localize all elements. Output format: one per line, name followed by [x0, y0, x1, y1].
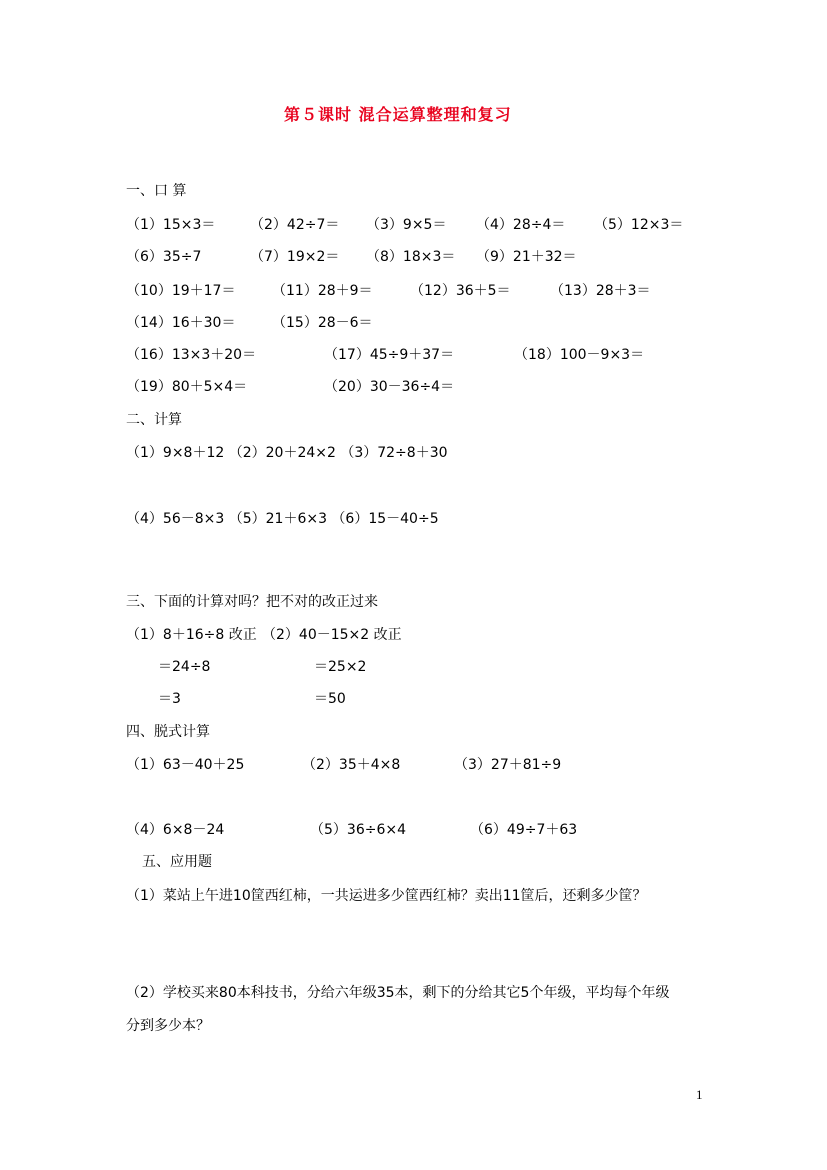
oral-item-14: （14）16＋30＝	[126, 315, 236, 331]
oral-item-12: （12）36＋5＝	[410, 283, 511, 299]
oral-item-8: （8）18×3＝	[366, 249, 456, 265]
page-number: 1	[696, 1087, 703, 1102]
step-calc-4: （4）6×8－24	[126, 822, 225, 838]
section-1-heading: 一、口 算	[126, 183, 187, 199]
section-3-heading: 三、下面的计算对吗？把不对的改正过来	[126, 594, 378, 610]
page-title: 第５课时 混合运算整理和复习	[284, 105, 512, 124]
oral-item-1: （1）15×3＝	[126, 217, 216, 233]
step-calc-3: （3）27＋81÷9	[454, 757, 562, 773]
word-problem-2-line-2: 分到多少本？	[126, 1018, 210, 1034]
oral-item-9: （9）21＋32＝	[476, 249, 577, 265]
calc-line-2: （4）56－8×3 （5）21＋6×3 （6）15－40÷5	[126, 511, 439, 527]
check-question-2: （2）40－15×2 改正	[262, 627, 402, 643]
check-q1-step-2: ＝3	[158, 691, 181, 707]
oral-item-5: （5）12×3＝	[594, 217, 684, 233]
oral-item-7: （7）19×2＝	[250, 249, 340, 265]
oral-item-15: （15）28－6＝	[272, 315, 373, 331]
oral-item-4: （4）28÷4＝	[476, 217, 566, 233]
step-calc-5: （5）36÷6×4	[310, 822, 406, 838]
section-4-heading: 四、脱式计算	[126, 724, 210, 740]
word-problem-2-line-1: （2）学校买来80本科技书，分给六年级35本，剩下的分给其它5个年级，平均每个年级	[126, 985, 670, 1001]
step-calc-2: （2）35＋4×8	[302, 757, 401, 773]
oral-item-20: （20）30－36÷4＝	[324, 379, 455, 395]
section-2-heading: 二、计算	[126, 412, 182, 428]
oral-item-16: （16）13×3＋20＝	[126, 347, 257, 363]
word-problem-1: （1）菜站上午进10筐西红柿，一共运进多少筐西红柿？卖出11筐后，还剩多少筐？	[126, 888, 647, 904]
section-5-heading: 五、应用题	[142, 854, 212, 870]
check-q1-step-1: ＝24÷8	[158, 659, 211, 675]
oral-item-17: （17）45÷9＋37＝	[324, 347, 455, 363]
oral-item-18: （18）100－9×3＝	[514, 347, 645, 363]
oral-item-3: （3）9×5＝	[366, 217, 447, 233]
check-q2-step-1: ＝25×2	[314, 659, 367, 675]
oral-item-6: （6）35÷7	[126, 249, 202, 265]
check-q2-step-2: ＝50	[314, 691, 346, 707]
oral-item-2: （2）42÷7＝	[250, 217, 340, 233]
check-question-1: （1）8＋16÷8 改正	[126, 627, 257, 643]
oral-item-11: （11）28＋9＝	[272, 283, 373, 299]
step-calc-1: （1）63－40＋25	[126, 757, 245, 773]
step-calc-6: （6）49÷7＋63	[470, 822, 578, 838]
oral-item-19: （19）80＋5×4＝	[126, 379, 248, 395]
calc-line-1: （1）9×8＋12 （2）20＋24×2 （3）72÷8＋30	[126, 445, 448, 461]
oral-item-13: （13）28＋3＝	[550, 283, 651, 299]
oral-item-10: （10）19＋17＝	[126, 283, 236, 299]
